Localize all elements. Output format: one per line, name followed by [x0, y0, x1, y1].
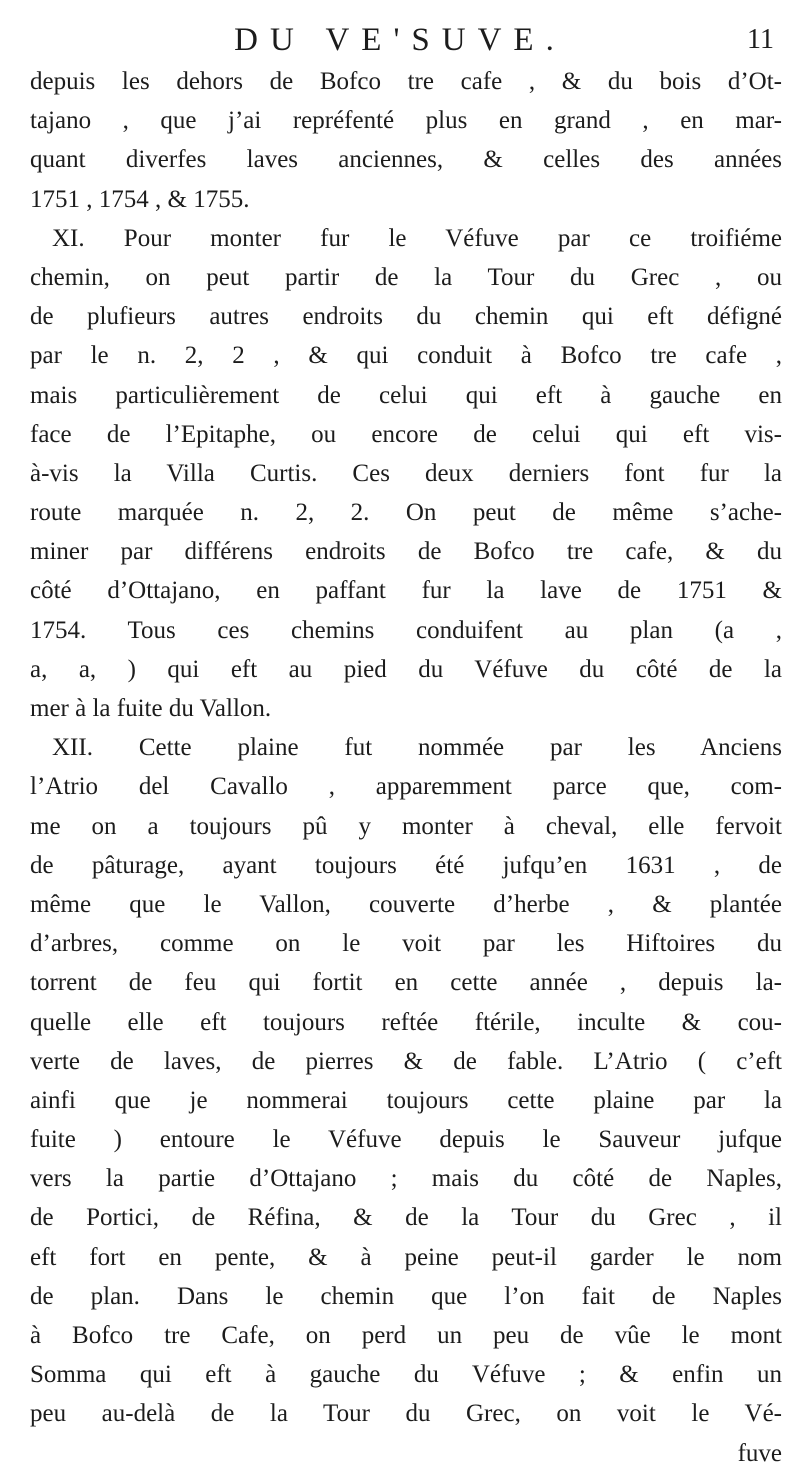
running-head: DU VE'SUVE. — [234, 22, 566, 58]
text-line: de plan. Dans le chemin que l’on fait de Naples — [30, 1282, 782, 1310]
text-line: mais particulièrement de celui qui eft à gauche en — [30, 381, 782, 409]
text-line: me on a toujours pû y monter à cheval, elle fervoit — [30, 812, 782, 840]
page-header — [0, 18, 800, 62]
text-line: miner par différens endroits de Bofco tre cafe, & du — [30, 538, 782, 566]
paragraph-start-line: XII. Cette plaine fut nommée par les Anciens — [52, 734, 782, 762]
text-line: même que le Vallon, couverte d’herbe , & plantée — [30, 890, 782, 918]
text-line: torrent de feu qui fortit en cette année , depuis la- — [30, 969, 782, 997]
text-line: depuis les dehors de Bofco tre cafe , & du bois d’Ot- — [30, 68, 782, 95]
text-line: de pâturage, ayant toujours été jufqu’en 1631 , de — [30, 851, 782, 879]
text-line: quelle elle eft toujours reftée ftérile, inculte & cou- — [30, 1008, 782, 1036]
text-line: eft fort en pente, & à peine peut-il garder le nom — [30, 1243, 782, 1271]
text-line: 1751 , 1754 , & 1755. — [30, 185, 250, 213]
text-line: vers la partie d’Ottajano ; mais du côté de Naples, — [30, 1165, 782, 1193]
catchword: fuve — [737, 1439, 782, 1467]
text-line: fuite ) entoure le Véfuve depuis le Sauveur jufque — [30, 1126, 782, 1154]
text-line: peu au-delà de la Tour du Grec, on voit le Vé- — [30, 1400, 782, 1428]
page-number: 11 — [747, 24, 774, 55]
text-line: verte de laves, de pierres & de fable. L’Atrio ( c’eft — [30, 1047, 782, 1075]
body-text — [30, 62, 782, 1473]
text-line: route marquée n. 2, 2. On peut de même s’ache- — [30, 499, 782, 527]
text-line: 1754. Tous ces chemins conduifent au plan (a , — [30, 616, 782, 644]
text-line: mer à la fuite du Vallon. — [30, 695, 272, 722]
text-line: de Portici, de Réfina, & de la Tour du Grec , il — [30, 1204, 782, 1232]
text-line: l’Atrio del Cavallo , apparemment parce que, com- — [30, 773, 782, 801]
text-line: de plufieurs autres endroits du chemin qui eft défigné — [30, 303, 782, 331]
text-line: face de l’Epitaphe, ou encore de celui qui eft vis- — [30, 420, 782, 448]
text-line: tajano , que j’ai repréfenté plus en grand , en mar- — [30, 107, 782, 135]
text-line: d’arbres, comme on le voit par les Hiftoires du — [30, 930, 782, 958]
paragraph-start-line: XI. Pour monter fur le Véfuve par ce troifiéme — [52, 224, 782, 252]
text-line: chemin, on peut partir de la Tour du Grec , ou — [30, 263, 782, 291]
text-line: Somma qui eft à gauche du Véfuve ; & enfin un — [30, 1361, 782, 1389]
text-line: par le n. 2, 2 , & qui conduit à Bofco tre cafe , — [30, 342, 782, 370]
text-line: a, a, ) qui eft au pied du Véfuve du côté de la — [30, 655, 782, 683]
text-line: côté d’Ottajano, en paffant fur la lave de 1751 & — [30, 577, 782, 605]
text-line: à Bofco tre Cafe, on perd un peu de vûe le mont — [30, 1322, 782, 1349]
text-line: quant diverfes laves anciennes, & celles des années — [30, 146, 782, 174]
text-line: ainfi que je nommerai toujours cette plaine par la — [30, 1086, 782, 1114]
text-line: à-vis la Villa Curtis. Ces deux derniers font fur la — [30, 459, 782, 487]
